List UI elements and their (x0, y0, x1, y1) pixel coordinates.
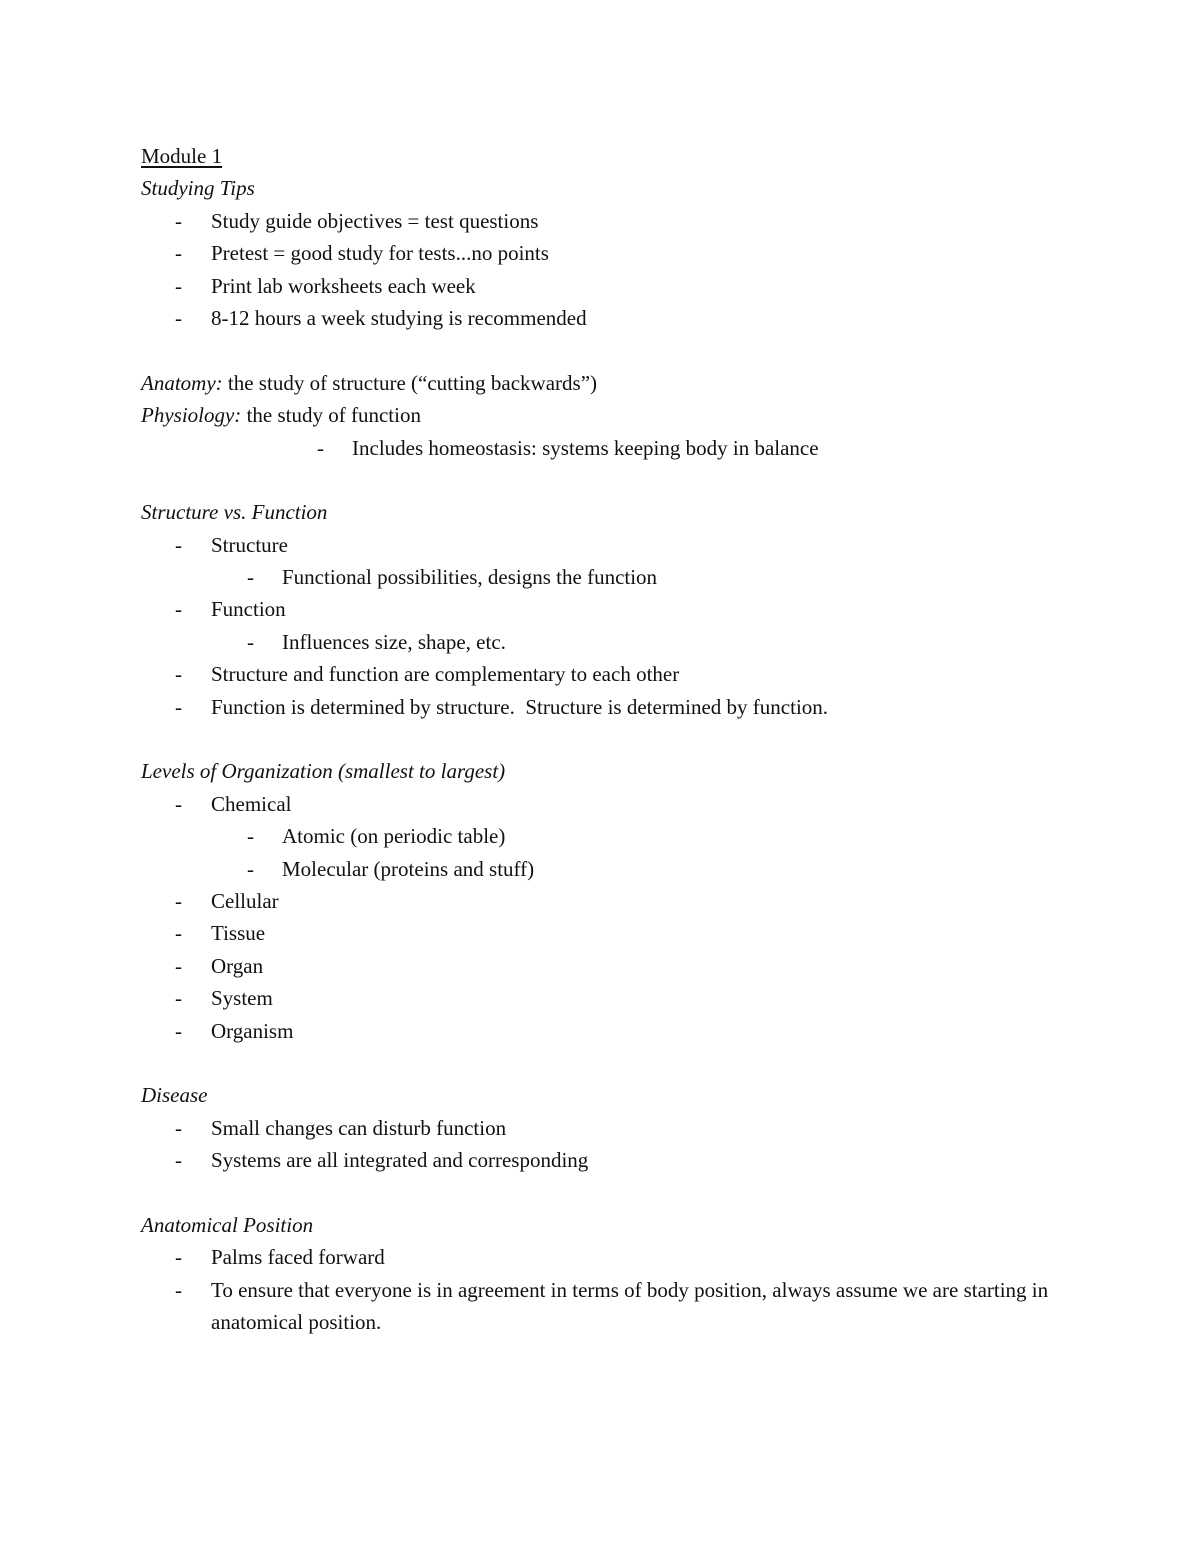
bullet-dash: - (175, 1148, 182, 1173)
sub-list-item: - Functional possibilities, designs the function (141, 561, 1101, 593)
list-item: - Tissue (141, 917, 1101, 949)
section-heading-studying-tips: Studying Tips (141, 176, 255, 201)
list-item: - Palms faced forward (141, 1241, 1101, 1273)
bullet-dash: - (175, 791, 182, 816)
list-item: - Small changes can disturb function (141, 1112, 1101, 1144)
bullet-dash: - (175, 241, 182, 266)
bullet-dash: - (175, 208, 182, 233)
bullet-dash: - (175, 953, 182, 978)
bullet-dash: - (175, 1277, 182, 1302)
list-item: - 8-12 hours a week studying is recommended (141, 302, 1101, 334)
list-item: - Cellular (141, 885, 1101, 917)
bullet-dash: - (247, 856, 254, 881)
list-item: - Systems are all integrated and corresponding (141, 1144, 1101, 1176)
spacer (141, 334, 1101, 366)
definition-physiology (141, 399, 1101, 431)
sub-list-item: - Molecular (proteins and stuff) (141, 853, 1101, 885)
list-item: - Chemical (141, 788, 1101, 820)
list-item: - Function (141, 593, 1101, 625)
bullet-dash: - (247, 565, 254, 590)
bullet-dash: - (175, 1018, 182, 1043)
bullet-dash: - (247, 629, 254, 654)
section-heading-structure-function: Structure vs. Function (141, 500, 328, 525)
section-heading-anatomical-position: Anatomical Position (141, 1212, 314, 1237)
list-item: - To ensure that everyone is in agreement in terms of body position, always assume we are starting in anatomical position. (141, 1274, 1061, 1339)
term-physiology: Physiology: (141, 403, 242, 428)
list-item: - Print lab worksheets each week (141, 270, 1101, 302)
spacer (141, 723, 1101, 755)
bullet-dash: - (175, 305, 182, 330)
list-item: - Structure (141, 529, 1101, 561)
bullet-dash: - (175, 1245, 182, 1270)
bullet-dash: - (247, 824, 254, 849)
module-title-text: Module 1 (141, 144, 223, 168)
sub-list-item: - Influences size, shape, etc. (141, 626, 1101, 658)
module-title (141, 140, 1101, 172)
bullet-dash: - (175, 532, 182, 557)
list-item: - Organ (141, 950, 1101, 982)
section-heading-disease: Disease (141, 1083, 208, 1108)
definition-anatomy (141, 367, 1101, 399)
spacer (141, 1177, 1101, 1209)
term-anatomy: Anatomy: (141, 370, 223, 395)
bullet-dash: - (175, 694, 182, 719)
sub-list-item: - Atomic (on periodic table) (141, 820, 1101, 852)
bullet-dash: - (175, 986, 182, 1011)
physiology-definition: the study of function (241, 403, 421, 428)
list-item: - System (141, 982, 1101, 1014)
list-item: - Organism (141, 1015, 1101, 1047)
bullet-dash: - (175, 597, 182, 622)
list-item: - Includes homeostasis: systems keeping body in balance (141, 432, 1101, 464)
spacer (141, 1047, 1101, 1079)
bullet-dash: - (175, 921, 182, 946)
bullet-dash: - (175, 1115, 182, 1140)
bullet-dash: - (175, 273, 182, 298)
bullet-dash: - (317, 435, 324, 460)
bullet-dash: - (175, 888, 182, 913)
bullet-dash: - (175, 662, 182, 687)
spacer (141, 464, 1101, 496)
document-page (141, 140, 1101, 1338)
anatomy-definition: the study of structure (“cutting backwards”) (222, 370, 598, 395)
list-item: - Structure and function are complementary to each other (141, 658, 1101, 690)
section-heading-levels: Levels of Organization (smallest to largest) (141, 759, 506, 784)
list-item: - Study guide objectives = test questions (141, 205, 1101, 237)
list-item: - Pretest = good study for tests...no points (141, 237, 1101, 269)
list-item: - Function is determined by structure. Structure is determined by function. (141, 691, 1101, 723)
